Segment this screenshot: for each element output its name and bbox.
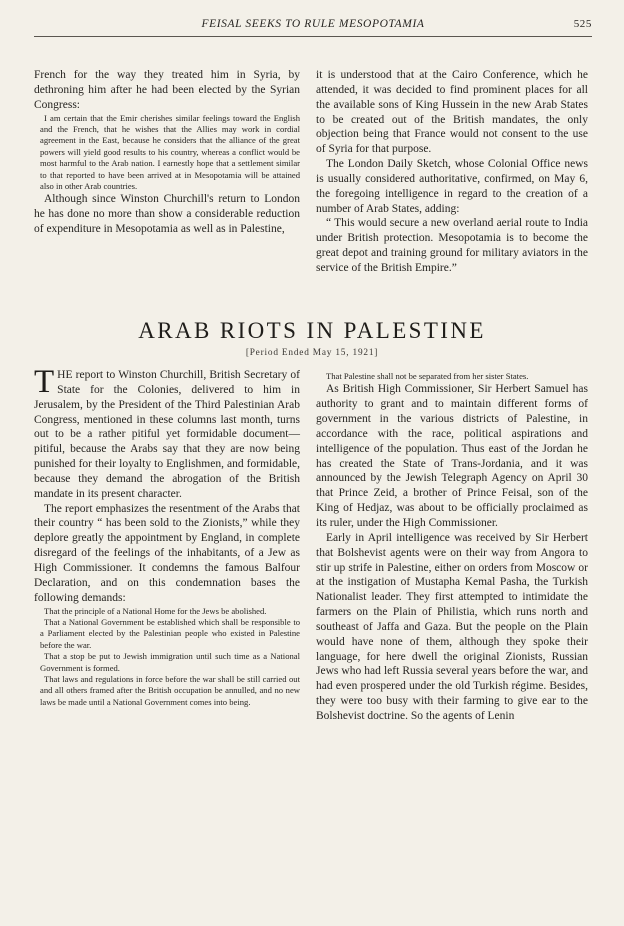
paragraph: The London Daily Sketch, whose Colonial Office news is usually considered authoritative, confirmed, on May 6, the foregoing intelligence in regard to the creation of a number of Arab States, adding:: [316, 158, 588, 215]
paragraph: Early in April intelligence was received by Sir Herbert that Bolshevist agents were on their way from Angora to stir up strife in Palestine, either on orders from Moscow or at the instigation of Mustapha Kemal Pasha, the Turkish Nationalist leader. They first attempted to intimidate the farmers on the Plain of Philistia, which runs north and southeast of Jaffa and Gaza. But the people on the Plain would have none of them, although they spoke their language, for here dwell the original Zionists, Russian Jews who had left Russia several years before the war, and had even prospered under the old Turkish régime. Besides, they were too busy with their farming to give ear to the Bolshevist doctrine. So the agents of Lenin: [316, 531, 588, 722]
quoted-paragraph: “ This would secure a new overland aerial route to India under British protection. Mesopotamia is to become the great depot and training ground for military aviators in the service of the British Empire.”: [316, 217, 588, 274]
running-title: FEISAL SEEKS TO RULE MESOPOTAMIA: [201, 18, 425, 30]
continued-article-right-column: [316, 68, 588, 276]
article-dateline: [Period Ended May 15, 1921]: [245, 348, 379, 358]
drop-cap: T: [34, 364, 55, 400]
article-title: ARAB RIOTS IN PALESTINE: [138, 318, 486, 343]
page-number: 525: [573, 18, 592, 30]
paragraph: Although since Winston Churchill's return to London he has done no more than show a considerable reduction of expenditure in Mesopotamia as well as in Palestine,: [34, 193, 300, 236]
block-quote: I am certain that the Emir cherishes similar feelings toward the English and the French, that he wishes that the Allies may work in cordial agreement in the East, because he considers that the alliance of the great powers will yield good results to his country, whereas a conflict would be most harmful to the Arab nation. I earnestly hope that a settlement similar to that reported to have been arrived at in Mesopotamia will be attained also in other Arab countries.: [40, 112, 300, 191]
article-left-column: [34, 364, 300, 708]
demand-item: That laws and regulations in force before the war shall be still carried out and all others framed after the British occupation be annulled, and no new laws be made until a National Government comes into being.: [40, 673, 300, 707]
demand-item: That a National Government be established which shall be responsible to a Parliament elected by the Palestinian people who existed in Palestine before the war.: [40, 616, 300, 650]
intro-text: HE report to Winston Churchill, British Secretary of State for the Colonies, delivered to him in Jerusalem, by the President of the Third Palestinian Arab Congress, mentioned in these columns last month, turns out to be a rather pitiful yet formidable document—pitiful, because the Arabs say that they are now being punished for their loyalty to Englishmen, and formidable, because they demand the abrogation of the British mandate in its present character.: [34, 369, 300, 500]
demand-item: That a stop be put to Jewish immigration until such time as a National Government is formed.: [40, 651, 300, 673]
intro-paragraph: [34, 364, 300, 502]
demand-item: That the principle of a National Home for the Jews be abolished.: [44, 605, 267, 616]
paragraph: it is understood that at the Cairo Conference, which he attended, it was decided to find prominent places for all the available sons of King Hussein in the new Arab States to be created out of the British mandates, the only objection being that France would not consent to the use of Syria for that purpose.: [316, 69, 588, 156]
running-header: [34, 16, 592, 37]
paragraph: The report emphasizes the resentment of the Arabs that their country “ has been sold to the Zionists,” while they deplore greatly the appointment by England, in complete disregard of the feelings of the inhabitants, of a Jew as High Commissioner. It condemns the famous Balfour Declaration, and on this condemnation bases the following demands:: [34, 502, 300, 604]
paragraph: French for the way they treated him in Syria, by dethroning him after he had been elected by the Syrian Congress:: [34, 69, 300, 111]
demand-item: That Palestine shall not be separated from her sister States.: [326, 371, 529, 381]
paragraph: As British High Commissioner, Sir Herbert Samuel has authority to grant and to maintain different forms of government in the various districts of Palestine, in accordance with the race, political aspirations and intelligence of the population. Thus east of the Jordan he has created the State of Trans-Jordania, and it was announced by the Jewish Telegraph Agency on April 30 that Prince Zeid, a brother of Prince Feisal, son of the King of Hedjaz, was about to be officially proclaimed as its ruler, under the High Commissioner.: [316, 383, 588, 529]
article-right-column: [316, 371, 588, 724]
continued-article-left-column: [34, 68, 300, 237]
